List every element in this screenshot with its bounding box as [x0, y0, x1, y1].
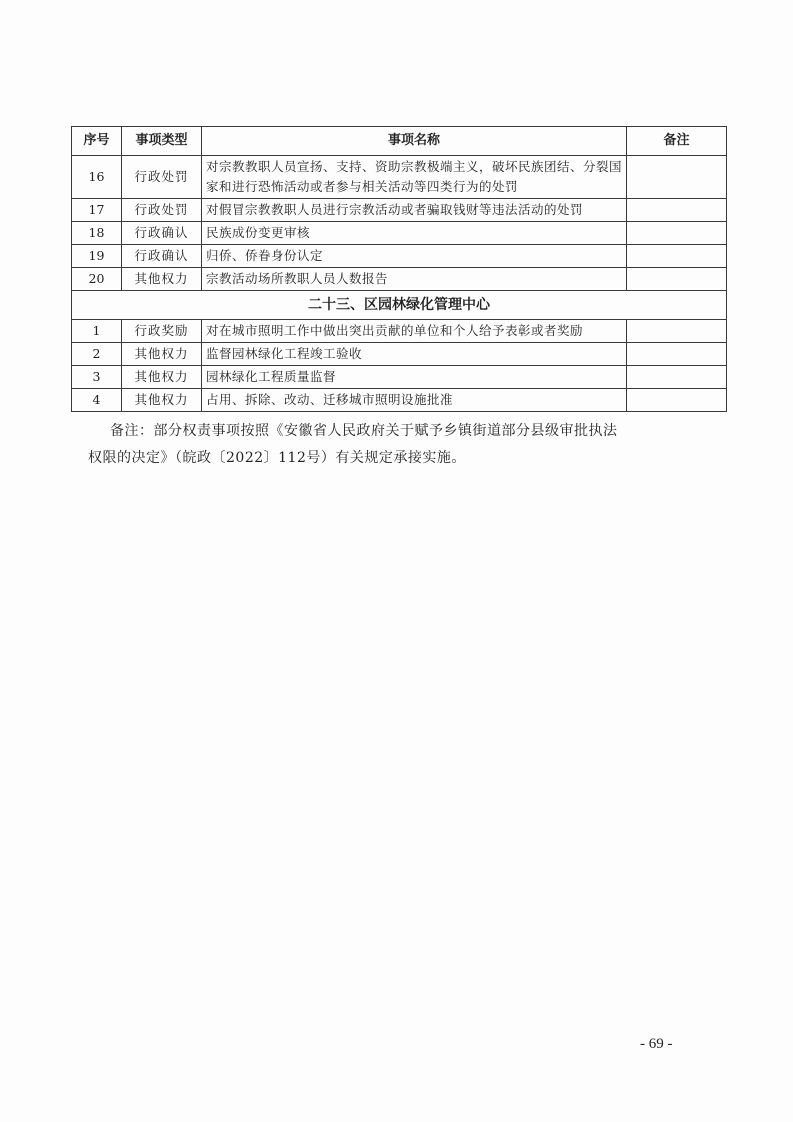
- cell-name: 宗教活动场所教职人员人数报告: [202, 268, 627, 291]
- cell-no: 19: [72, 245, 122, 268]
- cell-note: [627, 199, 727, 222]
- footnote-line-1: 备注：部分权责事项按照《安徽省人民政府关于赋予乡镇街道部分县级审批执法: [110, 423, 618, 439]
- table-row: [72, 199, 727, 222]
- cell-name: 监督园林绿化工程竣工验收: [202, 343, 627, 366]
- cell-note: [627, 245, 727, 268]
- header-note: 备注: [627, 127, 727, 156]
- rights-table: [71, 126, 727, 412]
- cell-type: 行政奖励: [122, 320, 202, 343]
- cell-no: 17: [72, 199, 122, 222]
- cell-note: [627, 320, 727, 343]
- cell-no: 16: [72, 156, 122, 199]
- cell-no: 3: [72, 366, 122, 389]
- cell-note: [627, 156, 727, 199]
- header-type: 事项类型: [122, 127, 202, 156]
- cell-name: 对在城市照明工作中做出突出贡献的单位和个人给予表彰或者奖励: [202, 320, 627, 343]
- footnote: [88, 418, 710, 472]
- table-row: [72, 268, 727, 291]
- table-row: [72, 343, 727, 366]
- cell-name: 对宗教教职人员宣扬、支持、资助宗教极端主义，破坏民族团结、分裂国家和进行恐怖活动或者参与相关活动等四类行为的处罚: [202, 156, 627, 199]
- cell-no: 4: [72, 389, 122, 412]
- cell-type: 其他权力: [122, 389, 202, 412]
- cell-no: 18: [72, 222, 122, 245]
- footnote-line-2: 权限的决定》（皖政〔2022〕112号）有关规定承接实施。: [88, 450, 466, 466]
- cell-note: [627, 343, 727, 366]
- cell-name: 占用、拆除、改动、迁移城市照明设施批准: [202, 389, 627, 412]
- cell-name: 归侨、侨眷身份认定: [202, 245, 627, 268]
- cell-no: 1: [72, 320, 122, 343]
- table-row: [72, 222, 727, 245]
- cell-type: 其他权力: [122, 366, 202, 389]
- table-row: [72, 320, 727, 343]
- page-number: - 69 -: [640, 1036, 673, 1052]
- cell-type: 其他权力: [122, 343, 202, 366]
- cell-no: 20: [72, 268, 122, 291]
- header-no: 序号: [72, 127, 122, 156]
- cell-type: 其他权力: [122, 268, 202, 291]
- section-header-row: [72, 291, 727, 320]
- cell-name: 园林绿化工程质量监督: [202, 366, 627, 389]
- header-name: 事项名称: [202, 127, 627, 156]
- table-row: [72, 156, 727, 199]
- cell-no: 2: [72, 343, 122, 366]
- cell-name: 民族成份变更审核: [202, 222, 627, 245]
- cell-note: [627, 366, 727, 389]
- cell-note: [627, 222, 727, 245]
- table-row: [72, 389, 727, 412]
- table-row: [72, 366, 727, 389]
- cell-type: 行政确认: [122, 222, 202, 245]
- cell-type: 行政确认: [122, 245, 202, 268]
- table-row: [72, 245, 727, 268]
- cell-note: [627, 268, 727, 291]
- cell-name: 对假冒宗教教职人员进行宗教活动或者骗取钱财等违法活动的处罚: [202, 199, 627, 222]
- cell-type: 行政处罚: [122, 156, 202, 199]
- table-header-row: [72, 127, 727, 156]
- cell-type: 行政处罚: [122, 199, 202, 222]
- cell-note: [627, 389, 727, 412]
- section-title: 二十三、区园林绿化管理中心: [72, 291, 727, 320]
